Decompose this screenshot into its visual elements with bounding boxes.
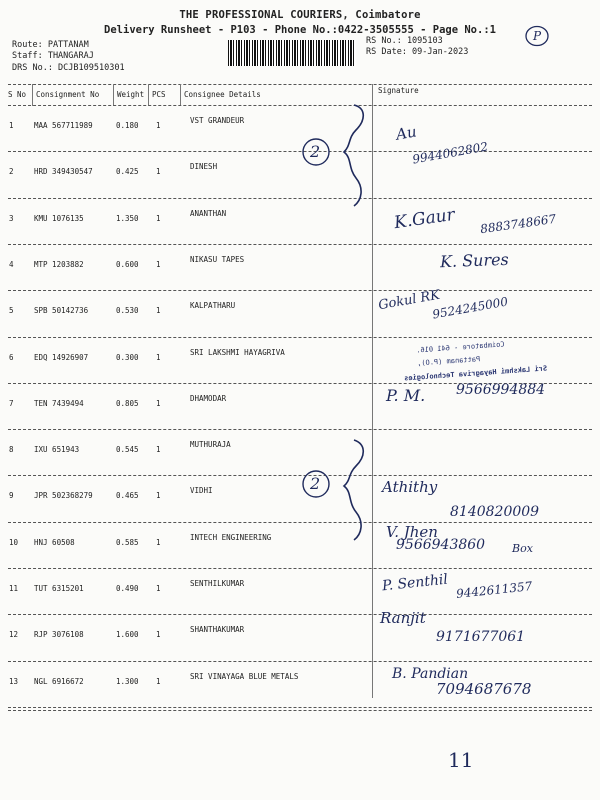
footer-mark: 11 [448, 748, 474, 772]
row-consignee: NIKASU TAPES [190, 254, 245, 264]
row-weight: 1.600 [116, 630, 139, 640]
row-pcs: 1 [156, 213, 161, 223]
row-consignment-no: EDQ 14926907 [34, 352, 89, 362]
row-sno: 13 [9, 676, 19, 686]
row-consignee: SHANTHAKUMAR [190, 625, 245, 635]
bracket-annotation-2 [296, 436, 376, 544]
row-consignment-no: RJP 3076108 [34, 630, 84, 640]
row-sno: 7 [9, 398, 14, 408]
stamp-line-1: Sri Lakshmi Hayagriva Technologies [403, 364, 548, 383]
row-separator [8, 244, 592, 245]
bracket-count-1: 2 [310, 142, 321, 161]
row-weight: 0.530 [116, 306, 139, 316]
row-consignment-no: TEN 7439494 [34, 398, 84, 408]
row-pcs: 1 [156, 676, 161, 686]
row-sno: 10 [9, 537, 19, 547]
row-pcs: 1 [156, 259, 161, 269]
drs-number: DRS No.: DCJB109510301 [12, 63, 125, 73]
row-signature-phone: 7094687678 [436, 679, 532, 698]
row-weight: 0.545 [116, 445, 139, 455]
route-label: Route: PATTANAM [12, 40, 89, 50]
row-consignee: DHAMODAR [190, 393, 227, 403]
row-sno: 3 [9, 213, 14, 223]
col-divider [32, 84, 33, 106]
row-separator [8, 290, 592, 291]
row-consignment-no: IXU 651943 [34, 445, 80, 455]
box-note: Box [512, 542, 533, 555]
row-signature: V. Jhen [386, 522, 438, 541]
row-pcs: 1 [156, 167, 161, 177]
table-bottom-rule [8, 710, 592, 711]
row-signature-phone: 9566994884 [456, 381, 546, 398]
row-consignee: KALPATHARU [190, 301, 236, 311]
row-consignee: DINESH [190, 162, 218, 172]
row-consignment-no: NGL 6916672 [34, 676, 84, 686]
row-signature-phone: 9442611357 [455, 579, 533, 601]
staff-label: Staff: THANGARAJ [12, 51, 94, 61]
row-signature: P. Senthil [381, 571, 449, 595]
row-consignee: SRI LAKSHMI HAYAGRIVA [190, 347, 285, 357]
row-signature-phone: 9566943860 [396, 536, 486, 553]
runsheet-subtitle: Delivery Runsheet - P103 - Phone No.:0422-3505555 - Page No.:1 [104, 24, 496, 36]
row-signature-phone: 8140820009 [450, 504, 540, 521]
company-stamp [396, 331, 596, 415]
row-weight: 0.585 [116, 537, 139, 547]
row-consignment-no: HNJ 60508 [34, 537, 75, 547]
row-separator [8, 568, 592, 569]
row-sno: 6 [9, 352, 14, 362]
row-sno: 11 [9, 584, 19, 593]
row-weight: 0.465 [116, 491, 139, 501]
row-weight: 0.600 [116, 259, 139, 269]
row-consignment-no: SPB 50142736 [34, 306, 89, 316]
row-consignee: SENTHILKUMAR [190, 579, 245, 588]
row-pcs: 1 [156, 584, 161, 593]
row-weight: 1.300 [116, 676, 139, 686]
row-weight: 0.425 [116, 167, 139, 177]
row-signature-phone: 8883748667 [479, 211, 557, 236]
row-consignee: INTECH ENGINEERING [190, 532, 272, 542]
row-sno: 12 [9, 630, 19, 640]
row-signature: P. M. [386, 385, 426, 405]
col-signature: Signature [378, 86, 419, 95]
runsheet-title: THE PROFESSIONAL COURIERS, Coimbatore [179, 9, 421, 21]
row-pcs: 1 [156, 306, 161, 316]
row-signature: B. Pandian [392, 665, 469, 682]
row-consignment-no: KMU 1076135 [34, 213, 84, 223]
row-signature: K. Sures [439, 249, 510, 272]
row-separator [8, 661, 592, 662]
rs-number: RS No.: 1095103 [366, 36, 443, 46]
row-separator [8, 429, 592, 430]
row-consignee: ANANTHAN [190, 208, 227, 218]
row-signature-phone: 9944062802 [411, 139, 489, 167]
row-sno: 8 [9, 445, 14, 455]
header-top-rule [8, 84, 592, 85]
row-signature-phone: 9524245000 [431, 294, 509, 322]
row-sno: 5 [9, 306, 14, 316]
row-consignee: MUTHURAJA [190, 440, 231, 450]
row-pcs: 1 [156, 352, 161, 362]
col-sno: S No [8, 90, 27, 99]
row-pcs: 1 [156, 445, 161, 455]
row-sno: 4 [9, 259, 14, 269]
row-weight: 0.805 [116, 398, 139, 408]
stamp-line-2: Pattanam (P.O), [416, 355, 481, 368]
col-consignee: Consignee Details [184, 90, 261, 99]
page-mark: P [532, 29, 542, 43]
col-divider [180, 84, 181, 106]
row-separator [8, 614, 592, 615]
row-weight: 0.490 [116, 584, 139, 593]
col-consignment: Consignment No [36, 90, 100, 99]
row-sno: 2 [9, 167, 14, 177]
row-pcs: 1 [156, 537, 161, 547]
row-consignment-no: MAA 567711989 [34, 121, 93, 130]
bracket-annotation-1 [296, 100, 376, 210]
stamp-line-3: Coimbatore - 641 016. [415, 340, 505, 355]
row-pcs: 1 [156, 630, 161, 640]
bracket-count-2: 2 [310, 474, 321, 493]
row-consignment-no: TUT 6315201 [34, 584, 84, 593]
page-mark-circle [524, 25, 550, 47]
row-consignee: SRI VINAYAGA BLUE METALS [190, 671, 299, 681]
row-weight: 0.180 [116, 121, 139, 130]
col-weight: Weight [117, 90, 145, 99]
row-sno: 9 [9, 491, 14, 501]
rs-date: RS Date: 09-Jan-2023 [366, 47, 469, 57]
row-signature: Ranjit [380, 609, 426, 628]
row-weight: 0.300 [116, 352, 139, 362]
row-separator [8, 707, 592, 708]
row-consignment-no: MTP 1203882 [34, 259, 84, 269]
row-consignee: VIDHI [190, 486, 213, 496]
barcode [228, 40, 356, 66]
col-divider [148, 84, 149, 106]
row-pcs: 1 [156, 491, 161, 501]
row-consignment-no: HRD 349430547 [34, 167, 93, 177]
row-signature-phone: 9171677061 [436, 629, 526, 646]
row-consignee: VST GRANDEUR [190, 116, 245, 125]
row-pcs: 1 [156, 121, 161, 130]
row-signature: Gokul RK [377, 287, 442, 314]
row-weight: 1.350 [116, 213, 139, 223]
row-signature: K.Gaur [392, 204, 457, 233]
col-divider [113, 84, 114, 106]
row-consignment-no: JPR 502368279 [34, 491, 93, 501]
row-signature: Au [394, 122, 418, 144]
row-pcs: 1 [156, 398, 161, 408]
row-signature: Athithy [382, 478, 438, 497]
row-sno: 1 [9, 121, 14, 130]
col-pcs: PCS [152, 90, 166, 99]
